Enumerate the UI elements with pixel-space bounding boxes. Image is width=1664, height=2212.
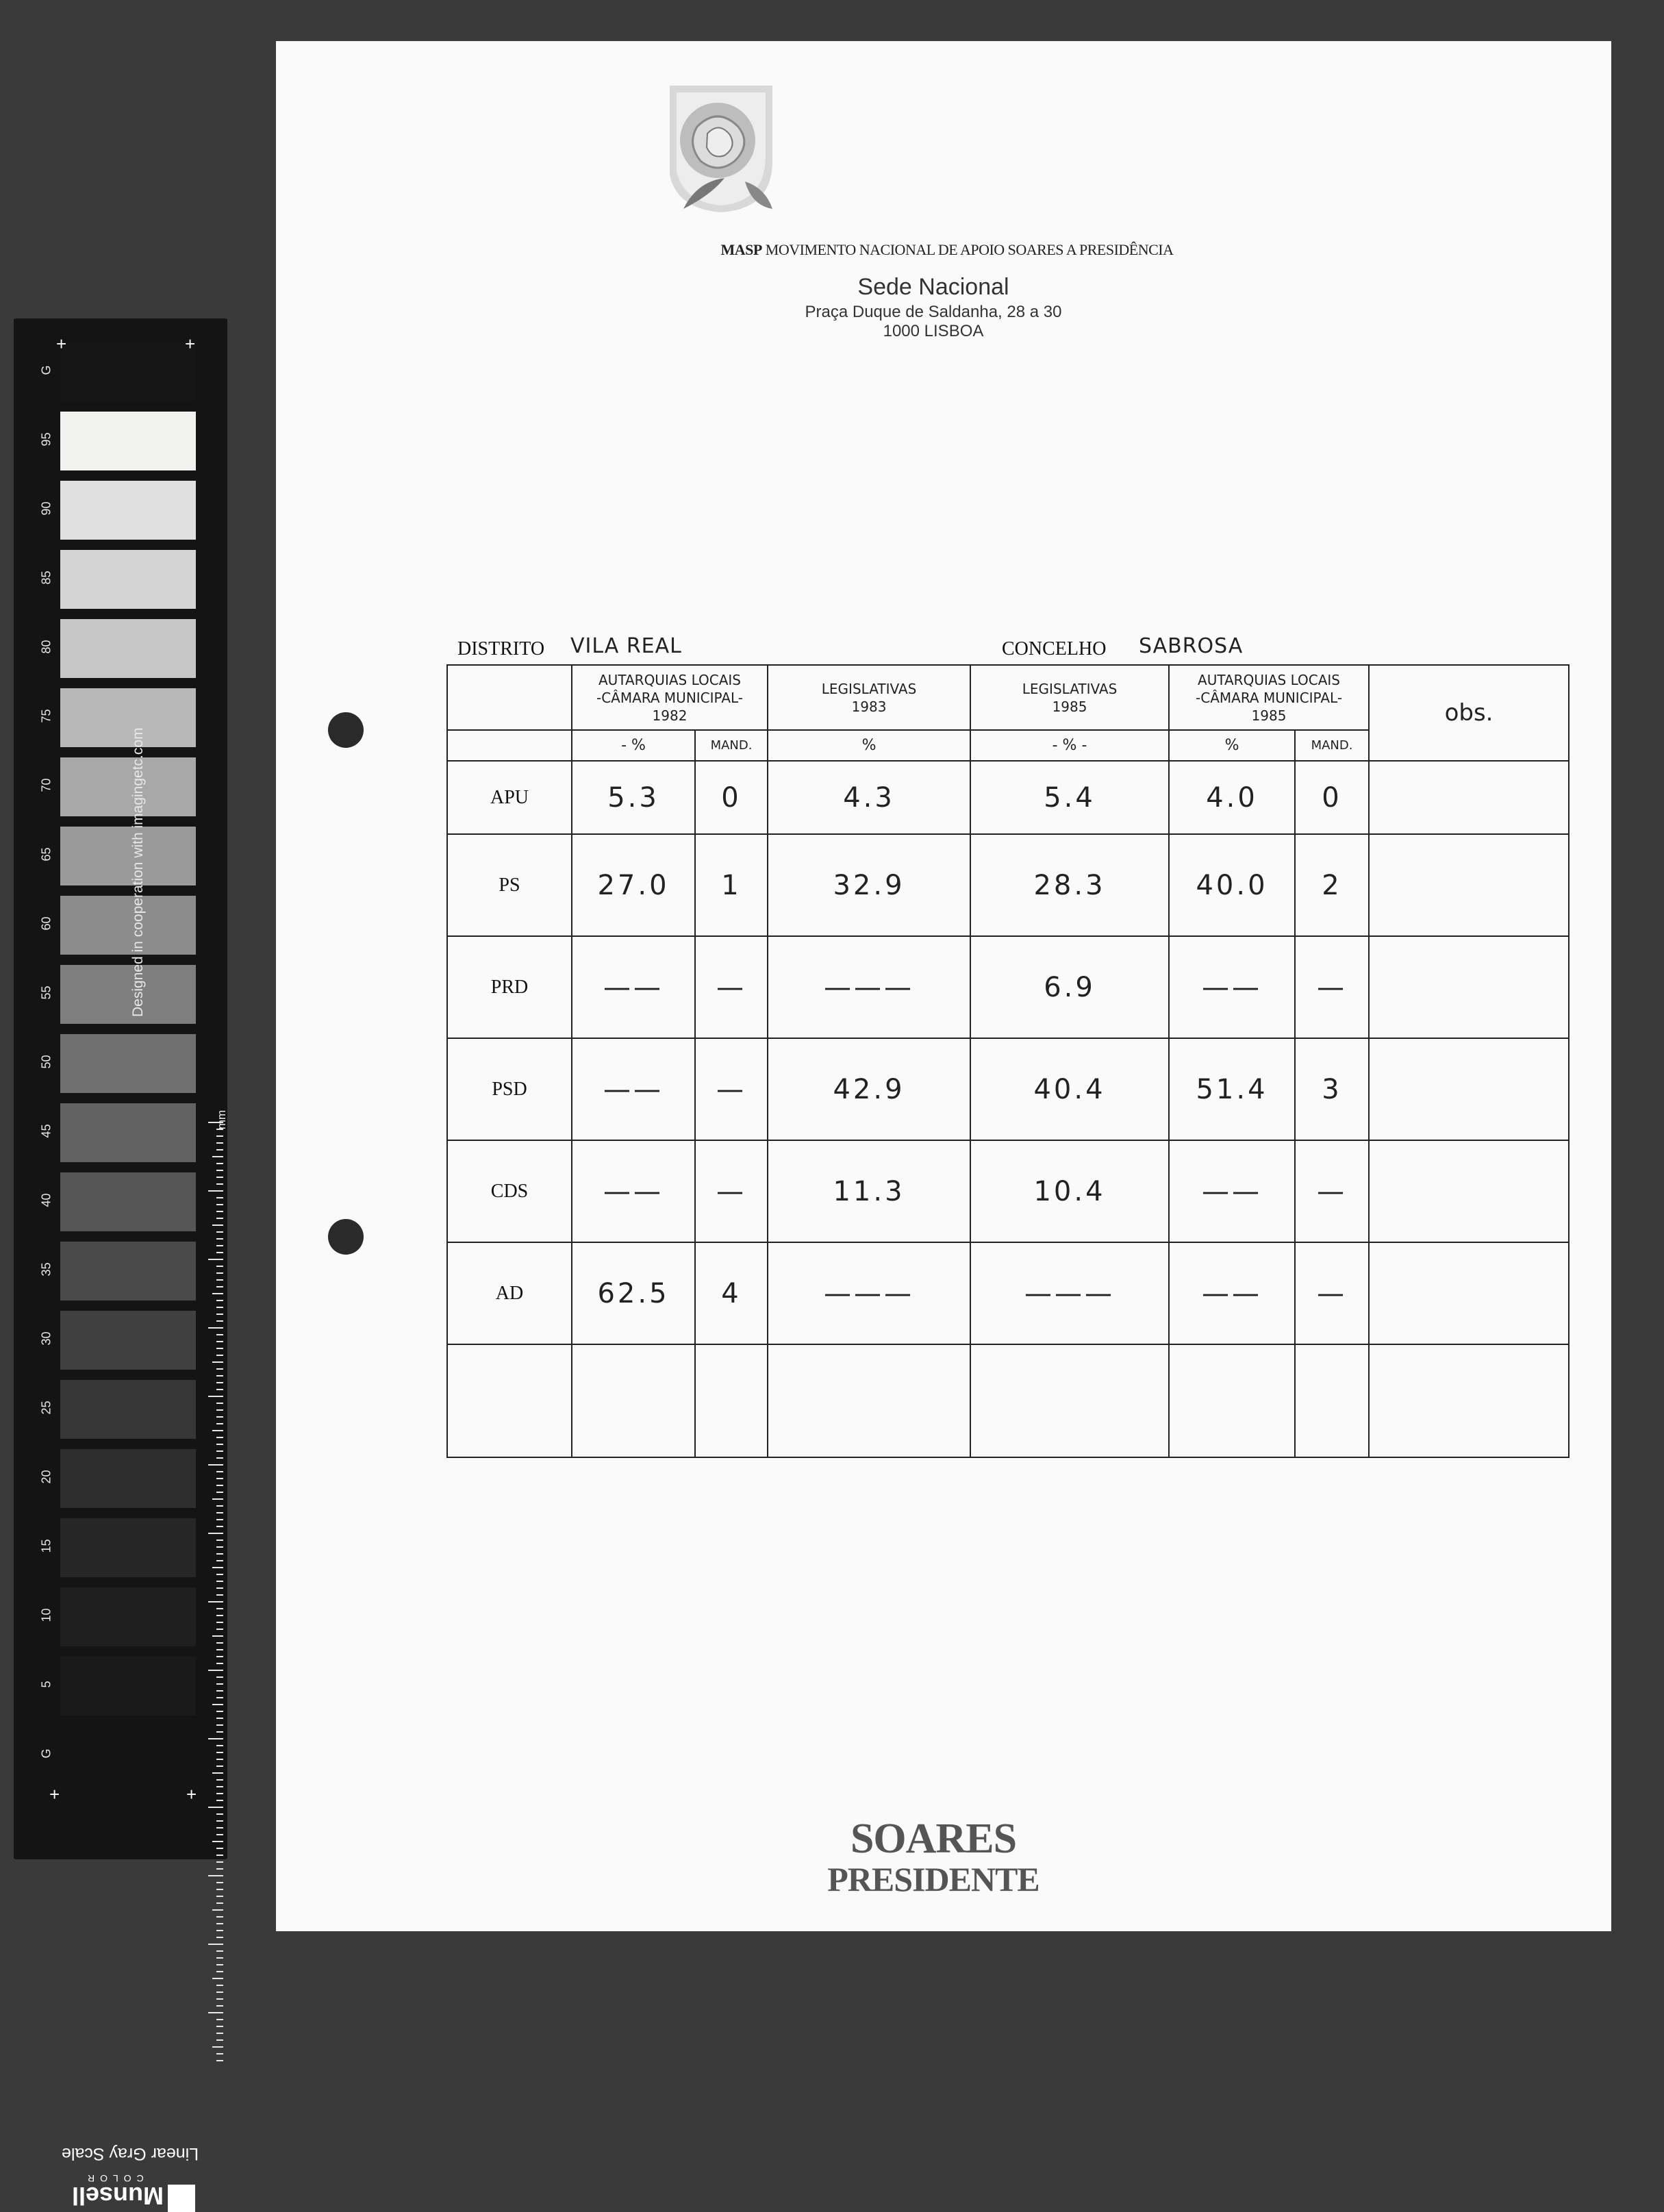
result-cell: 2 [1295,834,1369,936]
gray-swatch-label: 10 [39,1608,53,1622]
result-cell: — [695,936,768,1038]
table-row [447,1038,1569,1140]
concelho-value: SABROSA [1139,634,1244,658]
gray-swatch [60,412,196,470]
party-name-cell: CDS [447,1140,572,1242]
footer-presidente: PRESIDENTE [827,1860,1039,1898]
gray-swatch-label: 35 [39,1262,53,1277]
card-credit: Designed in cooperation with imagingetc.com [130,727,146,1017]
result-cell: —— [1169,1140,1295,1242]
gray-swatch [60,1587,196,1646]
header-obs: obs. [1369,665,1569,761]
header-legislativas-1983 [768,665,970,730]
result-cell: 28.3 [970,834,1169,936]
election-results-table [446,664,1570,1458]
empty-table-row [447,1344,1569,1457]
concelho-label: CONCELHO [1002,638,1107,659]
card-brand: Munsell [72,2182,164,2210]
result-cell: 4.3 [768,761,970,834]
gray-swatch [60,1518,196,1577]
gray-swatch [60,1657,196,1715]
gray-swatch [60,550,196,609]
table-row [447,1242,1569,1344]
obs-cell [1369,761,1569,834]
punch-hole [328,712,364,748]
gray-swatch [60,1449,196,1508]
gray-swatch-label: 85 [39,570,53,585]
gray-swatch-label: 95 [39,432,53,447]
organization-abbr: MASP [720,241,762,258]
card-mm-label: mm [215,1109,229,1130]
rose-logo-icon [656,79,786,216]
empty-subheader-cell [447,730,572,761]
result-cell: — [1295,1242,1369,1344]
result-cell: 1 [695,834,768,936]
result-cell: 10.4 [970,1140,1169,1242]
header-text: AUTARQUIAS LOCAIS [598,671,741,688]
gray-swatch-label: 15 [39,1539,53,1553]
party-name-cell: PRD [447,936,572,1038]
result-cell: —— [572,1140,695,1242]
organization-name: MOVIMENTO NACIONAL DE APOIO SOARES A PRESIDÊNCIA [765,241,1174,258]
header-text: AUTARQUIAS LOCAIS [1198,671,1341,688]
punch-hole [328,1219,364,1255]
gray-swatch-label: G [39,1748,53,1759]
gray-swatch [60,896,196,955]
result-cell: 3 [1295,1038,1369,1140]
header-text: 1982 [652,707,688,724]
gray-swatch [60,1172,196,1231]
gray-swatch-label: 40 [39,1193,53,1207]
gray-swatch [60,1103,196,1162]
gray-swatch-label: 50 [39,1055,53,1069]
gray-swatch [60,1726,196,1785]
table-row [447,834,1569,936]
hq-title: Sede Nacional [857,274,1009,300]
gray-swatch [60,1242,196,1300]
result-cell: 4.0 [1169,761,1295,834]
result-cell: 40.0 [1169,834,1295,936]
party-name-cell: APU [447,761,572,834]
obs-cell [1369,936,1569,1038]
subheader-cell: - % - [970,730,1169,761]
party-name-cell: PS [447,834,572,936]
result-cell: 0 [695,761,768,834]
obs-cell [1369,1038,1569,1140]
gray-swatch [60,342,196,401]
table-row [447,1140,1569,1242]
plus-mark: + [56,334,67,354]
gray-swatch-label: 60 [39,916,53,931]
header-row [447,665,1569,730]
result-cell: 32.9 [768,834,970,936]
card-brand-sub: COLOR [82,2173,144,2184]
result-cell: ——— [768,936,970,1038]
header-autarquicas-1985 [1169,665,1369,730]
card-title: Linear Gray Scale [62,2144,199,2163]
result-cell: 27.0 [572,834,695,936]
table-cell [768,1344,970,1457]
table-row [447,936,1569,1038]
gray-swatch [60,619,196,678]
table-row [447,761,1569,834]
obs-cell [1369,1140,1569,1242]
header-text: -CÂMARA MUNICIPAL- [596,689,744,706]
result-cell: 4 [695,1242,768,1344]
party-name-cell: PSD [447,1038,572,1140]
result-cell: — [1295,1140,1369,1242]
gray-swatch [60,827,196,885]
gray-swatch-label: 5 [39,1681,53,1688]
hq-address-line1: Praça Duque de Saldanha, 28 a 30 [805,303,1062,321]
subheader-cell: MAND. [1295,730,1369,761]
mm-ruler [208,1120,223,2065]
result-cell: 51.4 [1169,1038,1295,1140]
result-cell: — [1295,936,1369,1038]
header-text: 1983 [851,698,887,715]
gray-swatch [60,688,196,747]
gray-swatch-label: 30 [39,1331,53,1346]
distrito-value: VILA REAL [570,634,682,658]
obs-cell [1369,834,1569,936]
gray-swatch-label: 20 [39,1470,53,1484]
subheader-cell: % [768,730,970,761]
header-text: 1985 [1251,707,1287,724]
results-rows [447,761,1569,1344]
gray-swatch-label: 75 [39,709,53,723]
gray-swatch-label: 80 [39,640,53,654]
result-cell: 6.9 [970,936,1169,1038]
table-cell [1169,1344,1295,1457]
gray-swatch [60,1380,196,1439]
result-cell: 42.9 [768,1038,970,1140]
document-page [276,41,1611,1931]
plus-mark: + [49,1784,60,1805]
result-cell: ——— [768,1242,970,1344]
gray-swatch [60,481,196,540]
result-cell: 40.4 [970,1038,1169,1140]
distrito-label: DISTRITO [457,638,545,659]
result-cell: —— [1169,936,1295,1038]
header-text: LEGISLATIVAS [821,680,917,697]
gray-swatch-label: G [39,365,53,375]
gray-swatch-label: 90 [39,501,53,516]
result-cell: 11.3 [768,1140,970,1242]
gray-swatch-label: 70 [39,778,53,792]
gray-swatch-label: 25 [39,1400,53,1415]
gray-swatch [60,965,196,1024]
table-cell [970,1344,1169,1457]
header-text: LEGISLATIVAS [1022,680,1118,697]
table-cell [447,1344,572,1457]
organization-line [276,241,1618,259]
gray-swatch-label: 55 [39,985,53,1000]
gray-swatch [60,1034,196,1093]
table-cell [695,1344,768,1457]
footer-soares: SOARES [850,1815,1017,1862]
obs-cell [1369,1242,1569,1344]
plus-mark: + [186,1784,197,1805]
table-cell [1295,1344,1369,1457]
result-cell: —— [1169,1242,1295,1344]
plus-mark: + [185,334,196,354]
gray-swatch-label: 45 [39,1124,53,1138]
subheader-cell: - % [572,730,695,761]
header-text: 1985 [1052,698,1087,715]
subheader-cell: MAND. [695,730,768,761]
gray-swatch [60,1311,196,1370]
gray-scale-card [14,318,229,2210]
result-cell: 0 [1295,761,1369,834]
result-cell: ——— [970,1242,1169,1344]
gray-swatch-label: 65 [39,847,53,862]
result-cell: 5.3 [572,761,695,834]
result-cell: 5.4 [970,761,1169,834]
result-cell: —— [572,1038,695,1140]
header-text: -CÂMARA MUNICIPAL- [1196,689,1343,706]
empty-header-cell [447,665,572,730]
hq-address-line2: 1000 LISBOA [883,322,984,340]
table-cell [572,1344,695,1457]
subheader-cell: % [1169,730,1295,761]
result-cell: — [695,1038,768,1140]
table-cell [1369,1344,1569,1457]
result-cell: 62.5 [572,1242,695,1344]
result-cell: —— [572,936,695,1038]
header-autarquicas-1982 [572,665,768,730]
result-cell: — [695,1140,768,1242]
header-legislativas-1985 [970,665,1169,730]
party-name-cell: AD [447,1242,572,1344]
munsell-logo-icon [168,2185,195,2212]
gray-swatch [60,757,196,816]
